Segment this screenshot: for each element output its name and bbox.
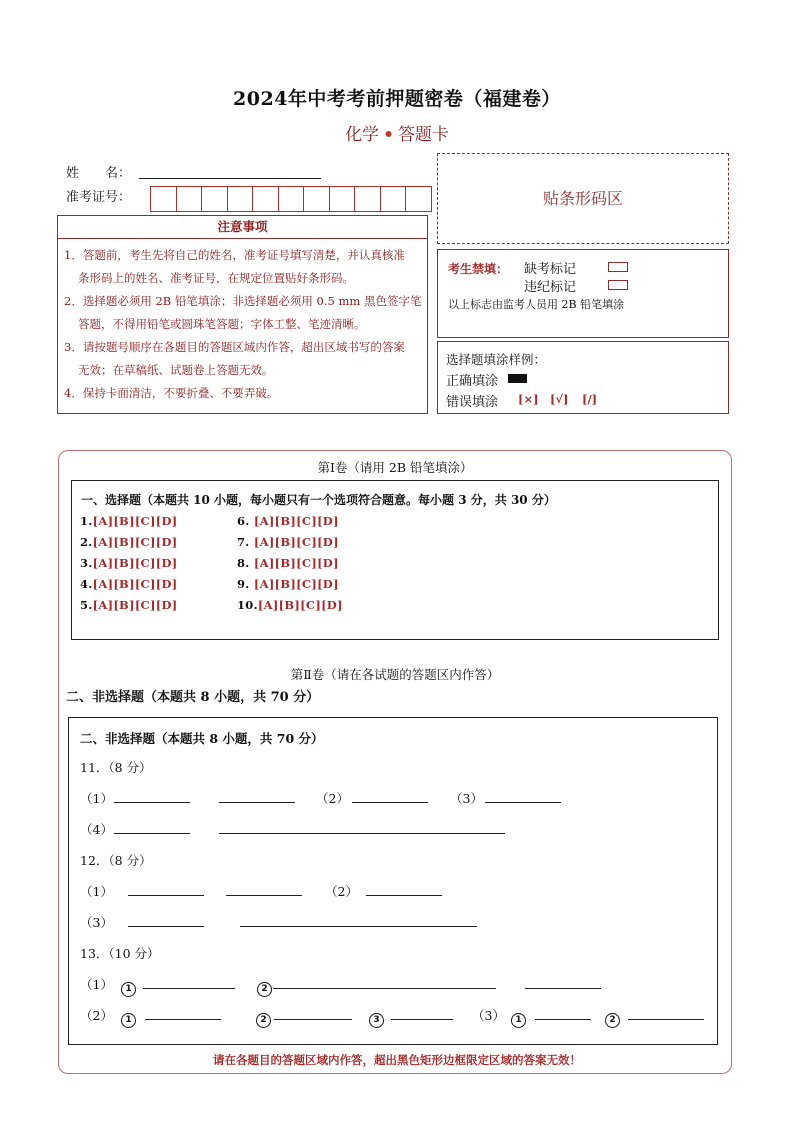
q11-label: 11．（8 分） (80, 760, 152, 775)
answer-blank[interactable] (128, 895, 204, 896)
question-number: 4. (80, 577, 93, 591)
notice-line: 1．答题前，考生先将自己的姓名，准考证号填写清楚，并认真核准 (64, 248, 405, 262)
id-cell[interactable] (303, 186, 330, 212)
q12-part3-label: （3） (80, 915, 113, 930)
footer-warning: 请在各题目的答题区域内作答，超出黑色矩形边框限定区域的答案无效！ (213, 1053, 581, 1067)
answer-blank[interactable] (273, 988, 496, 989)
circled-number: 1 (511, 1013, 526, 1028)
id-cell[interactable] (329, 186, 356, 212)
answer-blank[interactable] (274, 1019, 352, 1020)
violation-label: 违纪标记 (524, 280, 577, 295)
notice-line: 无效；在草稿纸、试题卷上答题无效。 (78, 363, 274, 377)
answer-blank[interactable] (143, 988, 235, 989)
q12-part1-label: （1） (80, 884, 113, 899)
option-bubbles[interactable]: [A][B][C][D] (253, 535, 339, 549)
notice-line: 答题，不得用铅笔或圆珠笔答题；字体工整、笔迹清晰。 (78, 317, 366, 331)
name-field[interactable] (139, 178, 321, 179)
wrong-mark: [×] (518, 392, 539, 406)
id-cell[interactable] (380, 186, 407, 212)
q11-part2-label: （2） (316, 791, 349, 806)
id-cell[interactable] (354, 186, 381, 212)
circled-number: 3 (369, 1013, 384, 1028)
id-cell[interactable] (252, 186, 279, 212)
correct-fill-label: 正确填涂 (446, 374, 499, 389)
nonchoice-section-title: 二、非选择题（本题共 8 小题，共 70 分） (66, 690, 320, 705)
answer-blank[interactable] (114, 802, 190, 803)
option-bubbles[interactable]: [A][B][C][D] (92, 598, 178, 612)
notice-line: 3．请按题号顺序在各题目的答题区域内作答，超出区域书写的答案 (64, 340, 405, 354)
wrong-mark: [/] (582, 392, 598, 406)
barcode-area (437, 153, 729, 244)
mcq-row[interactable] (237, 556, 339, 570)
q11-part1-label: （1） (80, 791, 113, 806)
fill-sample-box (437, 341, 729, 414)
question-number: 2. (80, 535, 93, 549)
card-type: 答题卡 (397, 125, 449, 145)
id-cell[interactable] (176, 186, 203, 212)
answer-blank[interactable] (145, 1019, 221, 1020)
question-number: 6. (237, 514, 250, 528)
question-number: 5. (80, 598, 93, 612)
answer-blank[interactable] (628, 1019, 704, 1020)
answer-blank[interactable] (391, 1019, 453, 1020)
part2-title: 第Ⅱ卷（请在各试题的答题区内作答） (290, 667, 500, 682)
forbidden-label: 考生禁填： (448, 262, 509, 276)
subtitle-dot: • (383, 125, 394, 145)
mcq-row[interactable] (80, 556, 178, 570)
fill-sample-title: 选择题填涂样例： (446, 352, 547, 367)
q13-part3-label: （3） (472, 1008, 505, 1023)
wrong-mark: [√] (550, 392, 569, 406)
mcq-row[interactable] (237, 598, 343, 612)
mcq-row[interactable] (80, 535, 178, 549)
id-cell[interactable] (150, 186, 177, 212)
answer-blank[interactable] (366, 895, 442, 896)
circled-number: 2 (257, 982, 272, 997)
answer-blank[interactable] (240, 926, 477, 927)
mcq-row[interactable] (237, 514, 339, 528)
absent-mark[interactable] (608, 262, 628, 272)
question-number: 7. (237, 535, 250, 549)
circled-number: 1 (121, 982, 136, 997)
notice-line: 条形码上的姓名、准考证号，在规定位置贴好条形码。 (78, 271, 354, 285)
notice-item (64, 336, 423, 382)
subject-subtitle (0, 120, 794, 145)
circled-number: 1 (121, 1013, 136, 1028)
mcq-row[interactable] (80, 577, 178, 591)
circled-number: 2 (256, 1013, 271, 1028)
answer-blank[interactable] (535, 1019, 591, 1020)
answer-blank[interactable] (114, 833, 190, 834)
correct-fill-sample (508, 374, 527, 383)
question-number: 1. (80, 514, 93, 528)
choice-section-title: 一、选择题（本题共 10 小题，每小题只有一个选项符合题意。每小题 3 分，共 30 分） (81, 493, 556, 507)
option-bubbles[interactable]: [A][B][C][D] (253, 577, 339, 591)
invigilator-note: 以上标志由监考人员用 2B 铅笔填涂 (448, 298, 625, 311)
q12-part2-label: （2） (325, 884, 358, 899)
option-bubbles[interactable]: [A][B][C][D] (257, 598, 343, 612)
option-bubbles[interactable]: [A][B][C][D] (253, 556, 339, 570)
answer-blank[interactable] (352, 802, 428, 803)
answer-blank[interactable] (219, 802, 295, 803)
mcq-row[interactable] (237, 577, 339, 591)
id-cell[interactable] (278, 186, 305, 212)
q13-part2-label: （2） (80, 1008, 113, 1023)
option-bubbles[interactable]: [A][B][C][D] (253, 514, 339, 528)
option-bubbles[interactable]: [A][B][C][D] (92, 514, 178, 528)
id-cell[interactable] (227, 186, 254, 212)
mcq-row[interactable] (80, 598, 178, 612)
invigilator-marks-box (437, 249, 729, 338)
id-label: 准考证号： (66, 190, 132, 205)
notice-item (64, 290, 423, 336)
violation-mark[interactable] (608, 280, 628, 290)
question-number: 3. (80, 556, 93, 570)
part1-title: 第Ⅰ卷（请用 2B 铅笔填涂） (317, 460, 473, 475)
notice-item (64, 244, 423, 290)
question-number: 8. (237, 556, 250, 570)
nonchoice-inner-title: 二、非选择题（本题共 8 小题，共 70 分） (80, 731, 324, 746)
wrong-fill-label: 错误填涂 (446, 395, 499, 410)
page-title: 2024年中考考前押题密卷（福建卷） (233, 88, 561, 110)
notice-line: 2．选择题必须用 2B 铅笔填涂；非选择题必须用 0.5 mm 黑色签字笔 (64, 294, 422, 308)
answer-blank[interactable] (485, 802, 561, 803)
id-cell[interactable] (201, 186, 228, 212)
option-bubbles[interactable]: [A][B][C][D] (92, 577, 178, 591)
q12-label: 12．（8 分） (80, 853, 152, 868)
nonchoice-answer-box (68, 717, 718, 1045)
notice-line: 4．保持卡面清洁，不要折叠、不要弄破。 (64, 386, 279, 400)
barcode-label: 贴条形码区 (542, 189, 623, 208)
subject-name: 化学 (345, 125, 380, 145)
question-number: 9. (237, 577, 250, 591)
answer-blank[interactable] (525, 988, 601, 989)
q11-part4-label: （4） (80, 822, 113, 837)
name-label: 姓 名： (66, 166, 132, 181)
notice-box (57, 215, 428, 414)
q13-part1-label: （1） (80, 977, 113, 992)
q13-label: 13．（10 分） (80, 946, 160, 961)
option-bubbles[interactable]: [A][B][C][D] (92, 535, 178, 549)
q11-part3-label: （3） (450, 791, 483, 806)
answer-blank[interactable] (219, 833, 505, 834)
id-cell[interactable] (405, 186, 432, 212)
exam-id-cells[interactable] (151, 186, 432, 212)
absent-label: 缺考标记 (524, 262, 577, 277)
answer-blank[interactable] (226, 895, 302, 896)
notice-item (64, 382, 423, 405)
option-bubbles[interactable]: [A][B][C][D] (92, 556, 178, 570)
question-number: 10. (237, 598, 258, 612)
circled-number: 2 (605, 1013, 620, 1028)
mcq-row[interactable] (80, 514, 178, 528)
answer-blank[interactable] (128, 926, 204, 927)
notice-title: 注意事项 (58, 216, 427, 239)
mcq-row[interactable] (237, 535, 339, 549)
